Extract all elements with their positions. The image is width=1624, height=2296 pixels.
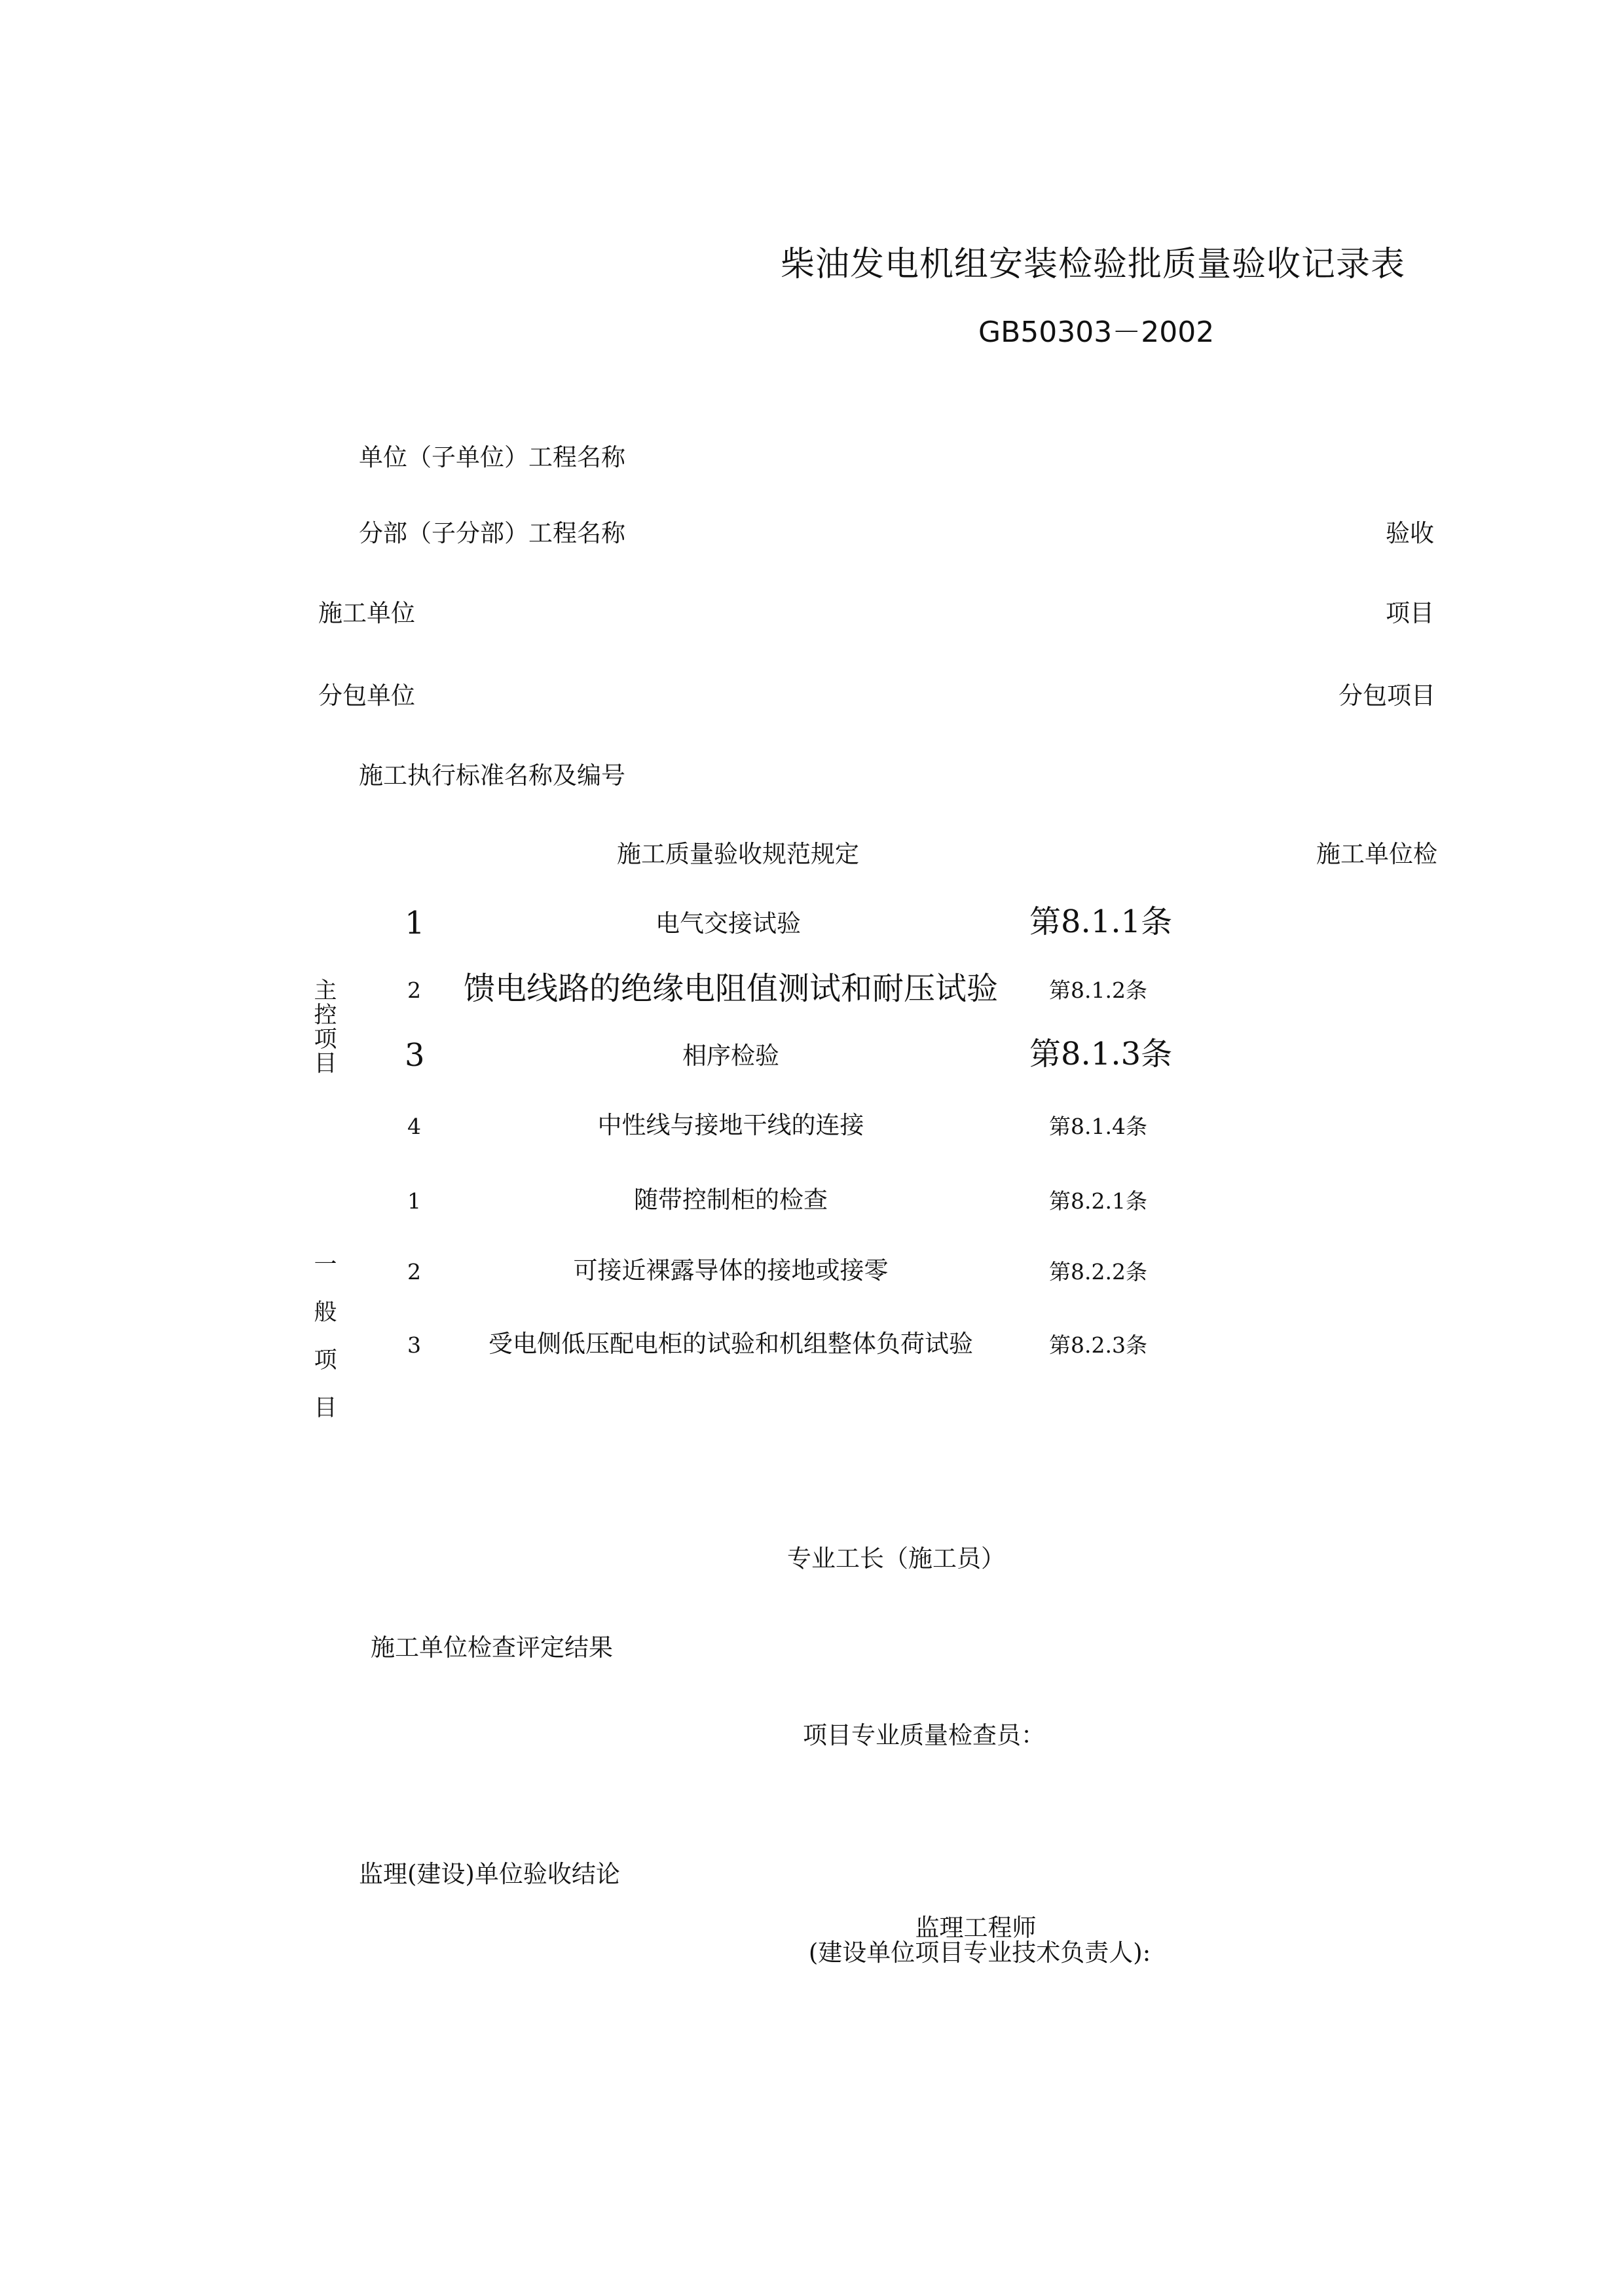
supervision-conclusion-label: 监理(建设)单位验收结论	[359, 1860, 620, 1888]
general-row-3-item: 受电侧低压配电柜的试验和机组整体负荷试验	[489, 1330, 973, 1358]
general-row-1-item: 随带控制柜的检查	[634, 1186, 828, 1214]
acceptance-label: 验收	[1386, 519, 1434, 547]
general-row-2-clause: 第8.2.2条	[1049, 1259, 1147, 1285]
main-row-1-no: 1	[405, 905, 425, 941]
foreman-label: 专业工长（施工员）	[787, 1544, 1005, 1573]
general-row-1-no: 1	[407, 1188, 421, 1214]
standard-code: GB50303－2002	[978, 316, 1215, 349]
check-header: 施工单位检	[1316, 840, 1437, 868]
main-row-4-item: 中性线与接地干线的连接	[597, 1111, 864, 1139]
general-row-3-no: 3	[407, 1332, 421, 1358]
main-group-label: 主控项目	[310, 978, 337, 1075]
check-result-label: 施工单位检查评定结果	[371, 1633, 613, 1662]
main-row-2-clause: 第8.1.2条	[1049, 977, 1147, 1003]
subcontract-item-label: 分包项目	[1338, 682, 1435, 710]
item-label: 项目	[1386, 599, 1434, 627]
quality-inspector-label: 项目专业质量检查员：	[803, 1721, 1045, 1749]
main-row-2-no: 2	[407, 977, 421, 1003]
supervisor-note: (建设单位项目专业技术负责人):	[808, 1939, 1151, 1967]
main-row-4-clause: 第8.1.4条	[1049, 1114, 1147, 1139]
sub-project-label: 分部（子分部）工程名称	[359, 519, 625, 547]
subcontract-unit-label: 分包单位	[318, 682, 415, 710]
unit-project-label: 单位（子单位）工程名称	[359, 443, 625, 471]
main-row-3-clause: 第8.1.3条	[1029, 1036, 1173, 1072]
standard-name-label: 施工执行标准名称及编号	[359, 761, 625, 790]
general-row-2-item: 可接近裸露导体的接地或接零	[573, 1256, 889, 1285]
supervisor-label: 监理工程师	[915, 1914, 1037, 1942]
general-row-3-clause: 第8.2.3条	[1049, 1332, 1147, 1358]
general-row-2-no: 2	[407, 1259, 421, 1285]
form-title: 柴油发电机组安装检验批质量验收记录表	[781, 245, 1406, 284]
main-row-1-clause: 第8.1.1条	[1029, 903, 1173, 940]
main-row-3-no: 3	[405, 1037, 425, 1074]
general-group-label: 一般项目	[310, 1252, 337, 1443]
construction-unit-label: 施工单位	[318, 599, 415, 627]
main-row-2-item: 馈电线路的绝缘电阻值测试和耐压试验	[463, 970, 999, 1007]
main-row-1-item: 电气交接试验	[655, 909, 801, 938]
general-row-1-clause: 第8.2.1条	[1049, 1188, 1147, 1214]
main-row-3-item: 相序检验	[682, 1042, 779, 1070]
spec-header: 施工质量验收规范规定	[617, 840, 859, 868]
main-row-4-no: 4	[407, 1114, 421, 1139]
